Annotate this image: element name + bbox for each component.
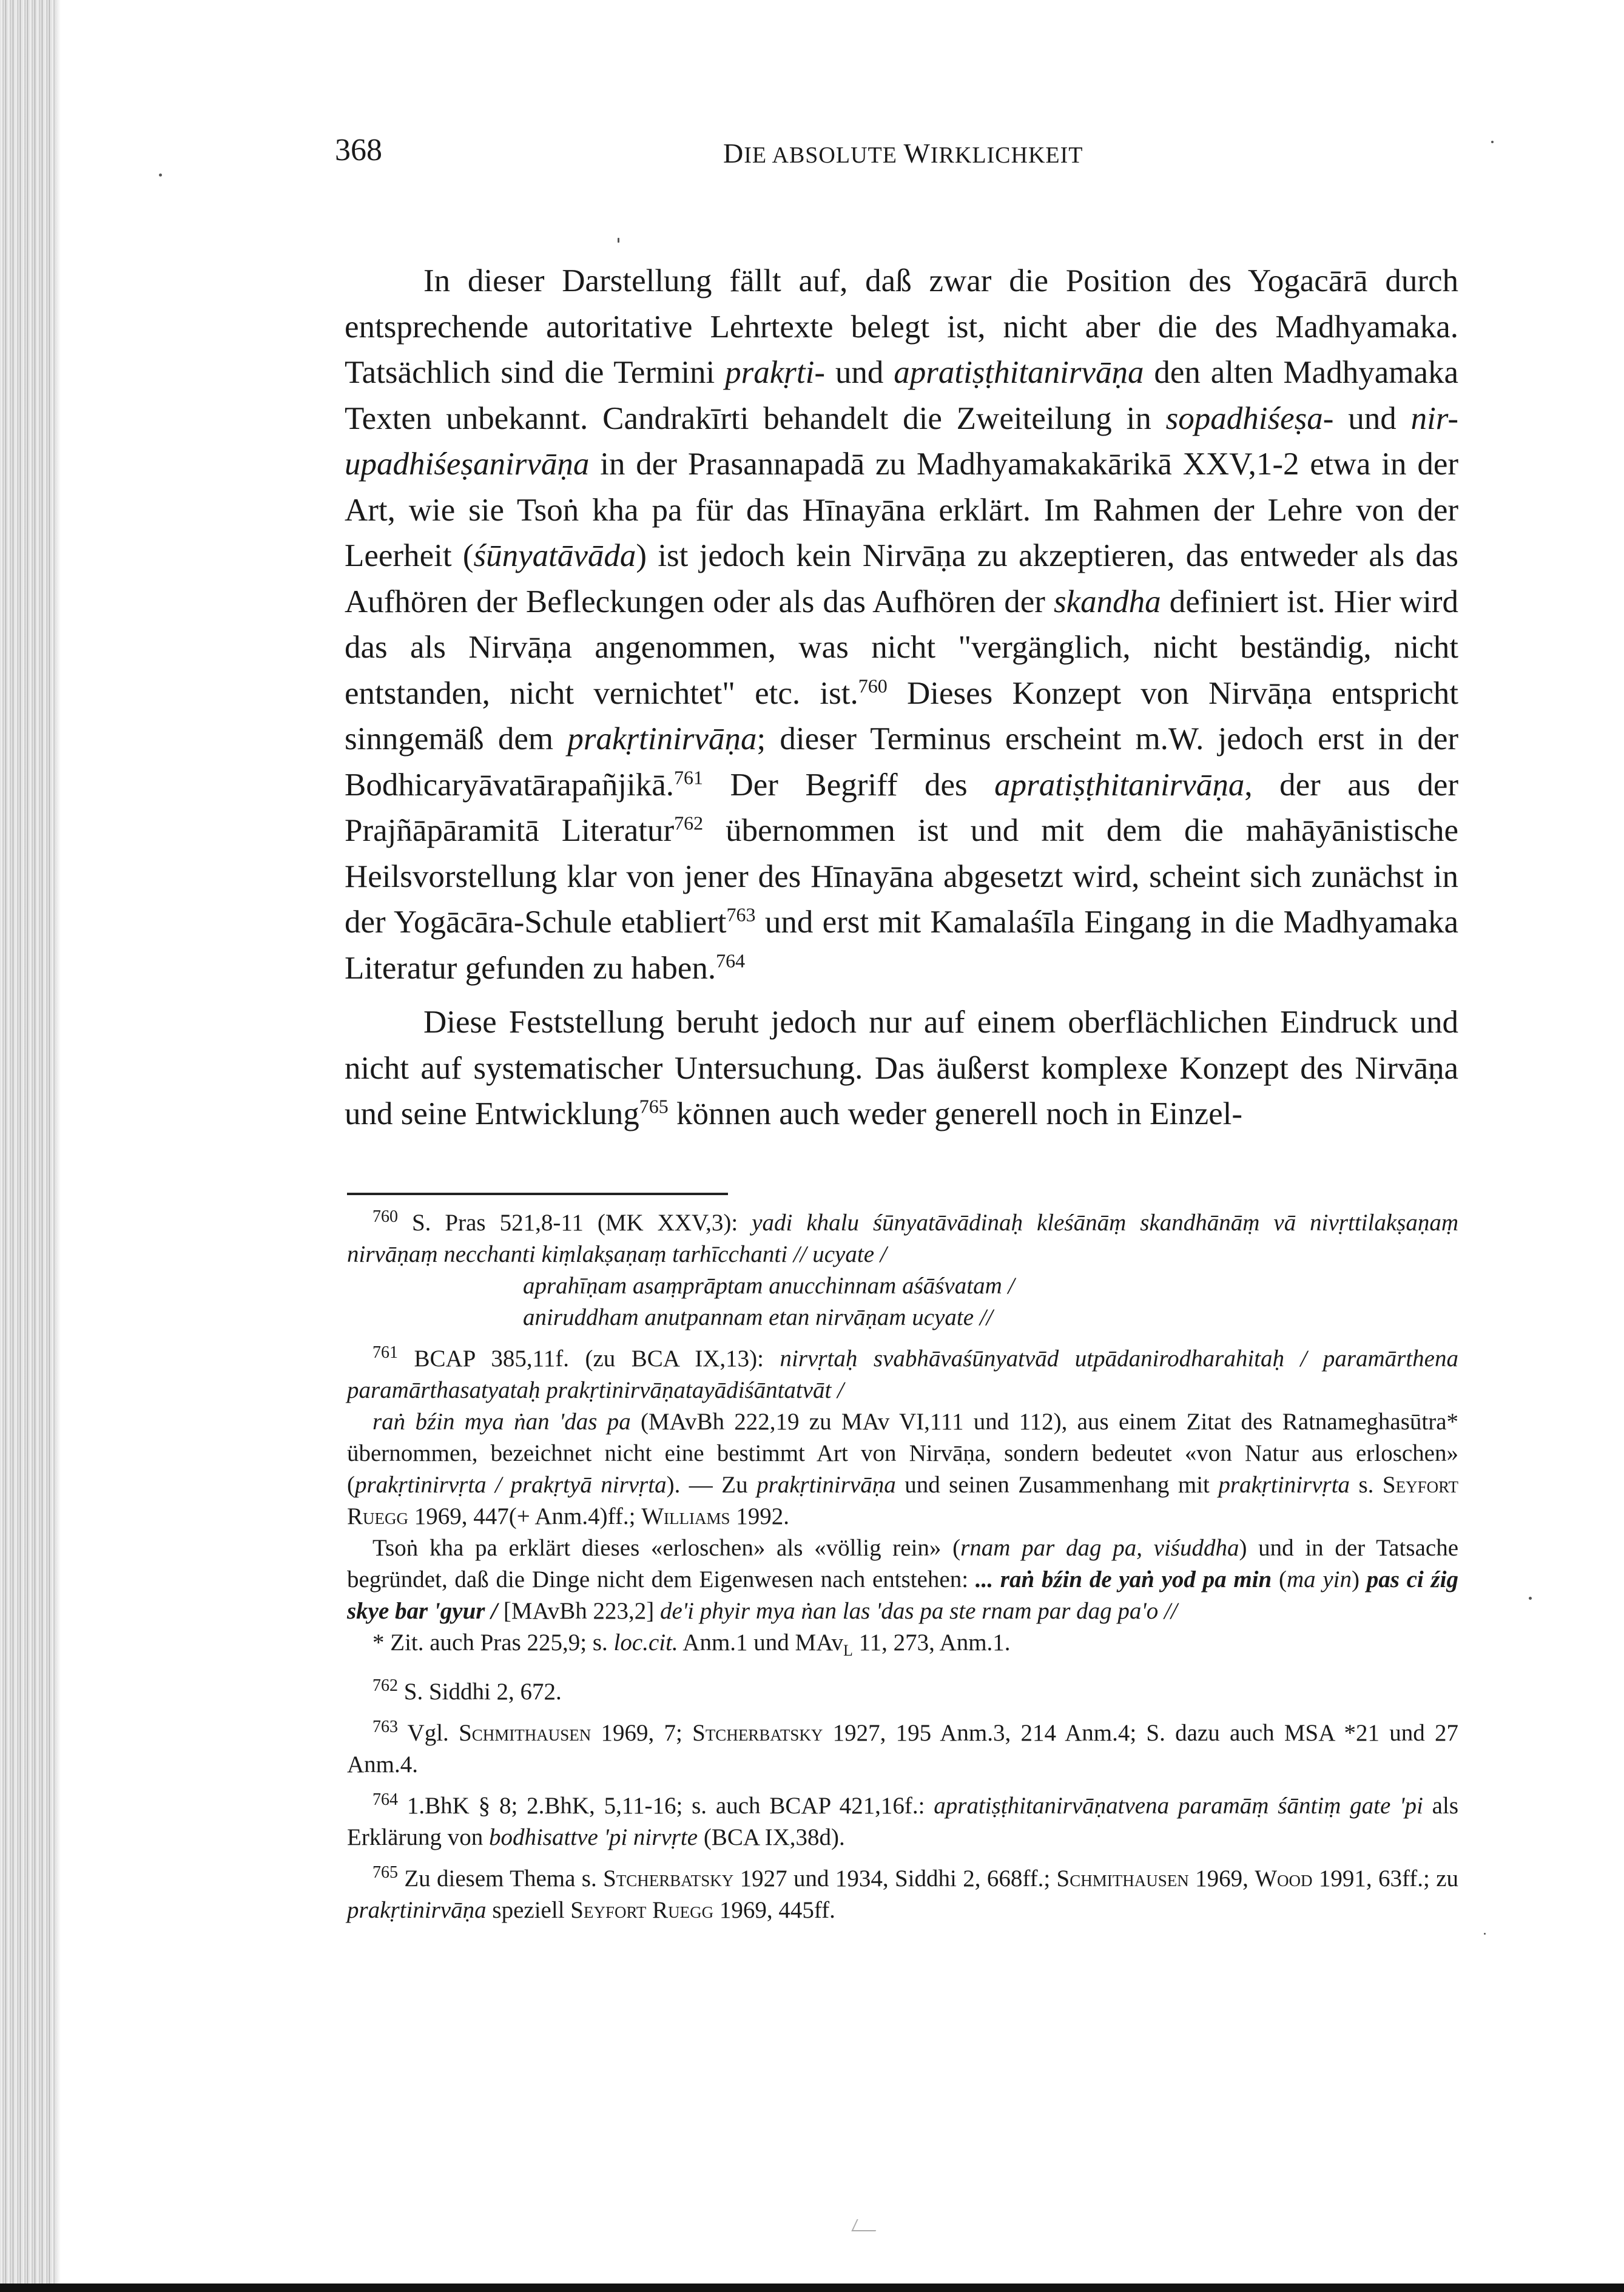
text-run: und xyxy=(825,355,894,390)
pencil-mark xyxy=(851,2219,881,2231)
text-run: * Zit. auch Pras 225,9; s. xyxy=(372,1630,614,1656)
text-run: Der Begriff des xyxy=(703,767,995,803)
dust-speck xyxy=(159,174,162,177)
author-name: Seyfort Ruegg xyxy=(570,1896,714,1923)
author-name: Williams xyxy=(641,1503,730,1529)
text-run: ). — Zu xyxy=(666,1472,757,1498)
text-run: 1927, 195 Anm.3, 214 Anm.4; S. dazu auch MSA *21 und 27 Anm.4. xyxy=(347,1719,1459,1778)
footnote-761 xyxy=(347,1343,1458,1667)
footnotes xyxy=(347,1207,1458,1936)
footnote-number: 762 xyxy=(372,1676,398,1695)
running-head xyxy=(335,132,1451,181)
sanskrit-quote: nirvṛtaḥ svabhāvaśūnyatvād utpādanirodharahitaḥ / paramārthena paramārthasatyataḥ prakṛtinirvāṇatayādiśāntatvāt / xyxy=(347,1346,1458,1403)
author-name: Wood xyxy=(1255,1865,1313,1892)
text-run: übernommen ist und mit dem die mahāyānistische Heilsvorstellung klar von jener des Hīnayāna abgesetzt wird, scheint sich zunächst in der Yogācāra-Schule etabliert xyxy=(345,813,1458,940)
verse-text: aniruddham anutpannam etan nirvāṇam ucyate // xyxy=(523,1304,993,1330)
term: sopadhiśeṣa- xyxy=(1165,400,1334,436)
footnote-ref-765[interactable]: 765 xyxy=(639,1095,669,1117)
text-run: definiert ist. Hier wird das als Nirvāṇa angenommen, was nicht "vergänglich, nicht beständig, nicht entstanden, nicht vernichtet" etc. ist. xyxy=(345,584,1459,711)
tibetan-quote: ... raṅ bźin de yaṅ yod pa min xyxy=(975,1566,1272,1593)
footnote-764 xyxy=(347,1790,1458,1853)
term: prakṛtinirvṛta xyxy=(1218,1472,1350,1498)
term: prakṛtinirvāṇa xyxy=(567,721,757,757)
running-title xyxy=(723,137,1083,169)
term: apratiṣṭhitanirvāṇa xyxy=(894,355,1144,390)
footnote-number: 764 xyxy=(372,1790,398,1809)
text-run: , der aus der Prajñāpāramitā Literatur xyxy=(345,767,1458,848)
text-run: 1969, xyxy=(1188,1865,1255,1892)
title-word: IRKLICHKEIT xyxy=(930,143,1083,168)
text-run: Anm.1 und MAv xyxy=(678,1630,843,1656)
text-run: und erst mit Kamalaśīla Eingang in die Madhyamaka Literatur gefunden zu haben. xyxy=(345,905,1458,986)
text-run: 1991, 63ff.; zu xyxy=(1312,1865,1459,1892)
term: rnam par dag pa, viśuddha xyxy=(960,1535,1239,1561)
text-run: ) und in der Tatsache begründet, daß die Dinge nicht dem Eigenwesen nach entstehen: xyxy=(347,1535,1459,1593)
text-run: Tsoṅ kha pa erklärt dieses «erloschen» als «völlig rein» ( xyxy=(372,1535,961,1561)
term: prakṛtinirvṛta / prakṛtyā nirvṛta xyxy=(355,1472,667,1498)
footnote-subparagraph xyxy=(347,1406,1458,1532)
term: nir-upadhiśeṣanirvāṇa xyxy=(345,400,1459,482)
term: prakṛtinirvāṇa xyxy=(756,1472,896,1498)
dust-speck xyxy=(1491,141,1494,143)
text-run: 1969, 7; xyxy=(591,1719,693,1746)
text-run: Dieses Konzept von Nirvāṇa entspricht sinngemäß dem xyxy=(345,675,1458,757)
footnote-ref-761[interactable]: 761 xyxy=(674,766,703,788)
paragraph-1 xyxy=(345,258,1458,991)
term: ma yin xyxy=(1286,1566,1352,1593)
paragraph-2 xyxy=(345,1000,1458,1138)
text-run: 1969, 445ff. xyxy=(713,1896,835,1923)
footnote-763 xyxy=(347,1717,1458,1781)
dust-speck xyxy=(1484,1933,1486,1935)
footnote-subparagraph xyxy=(347,1627,1458,1667)
footnote-765 xyxy=(347,1863,1458,1926)
author-name: Stcherbatsky xyxy=(603,1865,734,1892)
footnote-ref-762[interactable]: 762 xyxy=(674,812,704,834)
footnote-ref-763[interactable]: 763 xyxy=(726,903,756,926)
verse-text: aprahīṇam asaṃprāptam anucchinnam aśāśvatam / xyxy=(523,1273,1015,1299)
main-text xyxy=(345,258,1458,1138)
term: prakṛti- xyxy=(725,355,826,390)
text-run: in der Prasannapadā zu Madhyamakakārikā XXV,1-2 etwa in der Art, wie sie Tsoṅ kha pa für das Hīnayāna erklärt. Im Rahmen der Lehre von der Leerheit ( xyxy=(345,447,1458,573)
author-name: Seyfort Ruegg xyxy=(347,1472,1458,1529)
author-name: Schmithausen xyxy=(1056,1865,1189,1892)
text-run: (BCA IX,38d). xyxy=(698,1824,845,1850)
author-name: Schmithausen xyxy=(459,1719,591,1746)
page-number: 368 xyxy=(335,133,382,167)
text-run: ) xyxy=(1351,1566,1367,1593)
text-run: als Erklärung von xyxy=(347,1792,1458,1850)
dust-speck xyxy=(1529,1597,1532,1600)
text-run: den alten Madhyamaka Texten unbekannt. Candrakīrti behandelt die Zweiteilung in xyxy=(345,355,1458,436)
text-run: (MAvBh 222,19 zu MAv VI,111 und 112), aus einem Zitat des Ratnameghasūtra* übernommen, bezeichnet nicht eine bestimmt Art von Nirvāṇa, sondern bedeutet «von Natur aus erloschen» ( xyxy=(347,1409,1459,1498)
footnote-number: 760 xyxy=(372,1207,398,1226)
tibetan-quote: de'i phyir mya ṅan las 'das pa ste rnam par dag pa'o // xyxy=(660,1598,1178,1624)
text-run: und xyxy=(1333,400,1411,436)
footnote-number: 761 xyxy=(372,1343,398,1362)
term: loc.cit. xyxy=(613,1630,678,1656)
term: apratiṣṭhitanirvāṇa xyxy=(994,767,1245,803)
term: raṅ bźin mya ṅan 'das pa xyxy=(372,1409,631,1435)
text-run: ; dieser Terminus erscheint m.W. jedoch erst in der Bodhicaryāvatārapañjikā. xyxy=(345,721,1458,803)
text-run: S. Pras 521,8-11 (MK XXV,3): xyxy=(398,1210,752,1236)
sanskrit-quote: yadi khalu śūnyatāvādinaḥ kleśānāṃ skandhānāṃ vā nivṛttilakṣaṇaṃ nirvāṇaṃ necchanti kiṃlakṣaṇaṃ tarhīcchanti // ucyate / xyxy=(347,1210,1458,1267)
book-spine-shadow xyxy=(0,0,56,2292)
text-run: und seinen Zusammenhang mit xyxy=(895,1472,1219,1498)
text-run: Diese Feststellung beruht jedoch nur auf einem oberflächlichen Eindruck und nicht auf systematischer Untersuchung. Das äußerst komplexe Konzept des Nirvāṇa und seine Entwicklung xyxy=(345,1005,1458,1131)
text-run: Zu diesem Thema s. xyxy=(398,1865,604,1892)
text-run: 1927 und 1934, Siddhi 2, 668ff.; xyxy=(733,1865,1057,1892)
text-run: In dieser Darstellung fällt auf, daß zwar die Position des Yogacārā durch entsprechende autoritative Lehrtexte belegt ist, nicht aber die des Madhyamaka. Tatsächlich sind die Termini xyxy=(345,263,1458,390)
text-run: 11, 273, Anm.1. xyxy=(852,1630,1011,1656)
sanskrit-quote: apratiṣṭhitanirvāṇatvena paramāṃ śāntiṃ gate 'pi xyxy=(934,1792,1423,1819)
title-word: IE ABSOLUTE xyxy=(744,143,904,168)
text-run: [MAvBh 223,2] xyxy=(497,1598,661,1624)
text-run: 1992. xyxy=(730,1503,790,1529)
dust-speck xyxy=(618,238,619,243)
author-name: Stcherbatsky xyxy=(692,1719,823,1746)
term: śūnyatāvāda xyxy=(473,538,636,573)
text-run: ( xyxy=(1272,1566,1287,1593)
verse-line xyxy=(523,1302,1458,1333)
verse-line xyxy=(523,1270,1458,1302)
title-initial: D xyxy=(723,138,744,169)
footnote-ref-764[interactable]: 764 xyxy=(716,949,746,971)
footnote-ref-760[interactable]: 760 xyxy=(858,674,888,696)
footnote-number: 763 xyxy=(372,1717,398,1736)
footnote-762 xyxy=(347,1676,1458,1708)
footnote-760 xyxy=(347,1207,1458,1333)
title-initial: W xyxy=(903,138,931,169)
footnote-subparagraph xyxy=(347,1532,1458,1627)
text-run: BCAP 385,11f. (zu BCA IX,13): xyxy=(398,1346,780,1372)
term: skandha xyxy=(1054,584,1161,619)
text-run: s. xyxy=(1350,1472,1383,1498)
scan-bottom-edge xyxy=(0,2284,1624,2292)
text-run: 1.BhK § 8; 2.BhK, 5,11-16; s. auch BCAP 421,16f.: xyxy=(398,1792,934,1819)
tibetan-quote: pas ci źig skye bar 'gyur / xyxy=(347,1566,1458,1624)
text-run: Vgl. xyxy=(398,1719,459,1746)
text-run: 1969, 447(+ Anm.4)ff.; xyxy=(408,1503,642,1529)
text-run: ) ist jedoch kein Nirvāṇa zu akzeptieren, das entweder als das Aufhören der Befleckungen oder als das Aufhören der xyxy=(345,538,1458,619)
text-run: S. Siddhi 2, 672. xyxy=(398,1678,562,1705)
term: prakṛtinirvāṇa xyxy=(347,1896,487,1923)
footnote-number: 765 xyxy=(372,1862,398,1882)
text-run: können auch weder generell noch in Einzel- xyxy=(668,1096,1242,1131)
sanskrit-quote: bodhisattve 'pi nirvṛte xyxy=(488,1824,698,1850)
text-run: speziell xyxy=(486,1896,571,1923)
subscript: L xyxy=(843,1641,853,1659)
footnote-separator xyxy=(347,1193,728,1195)
